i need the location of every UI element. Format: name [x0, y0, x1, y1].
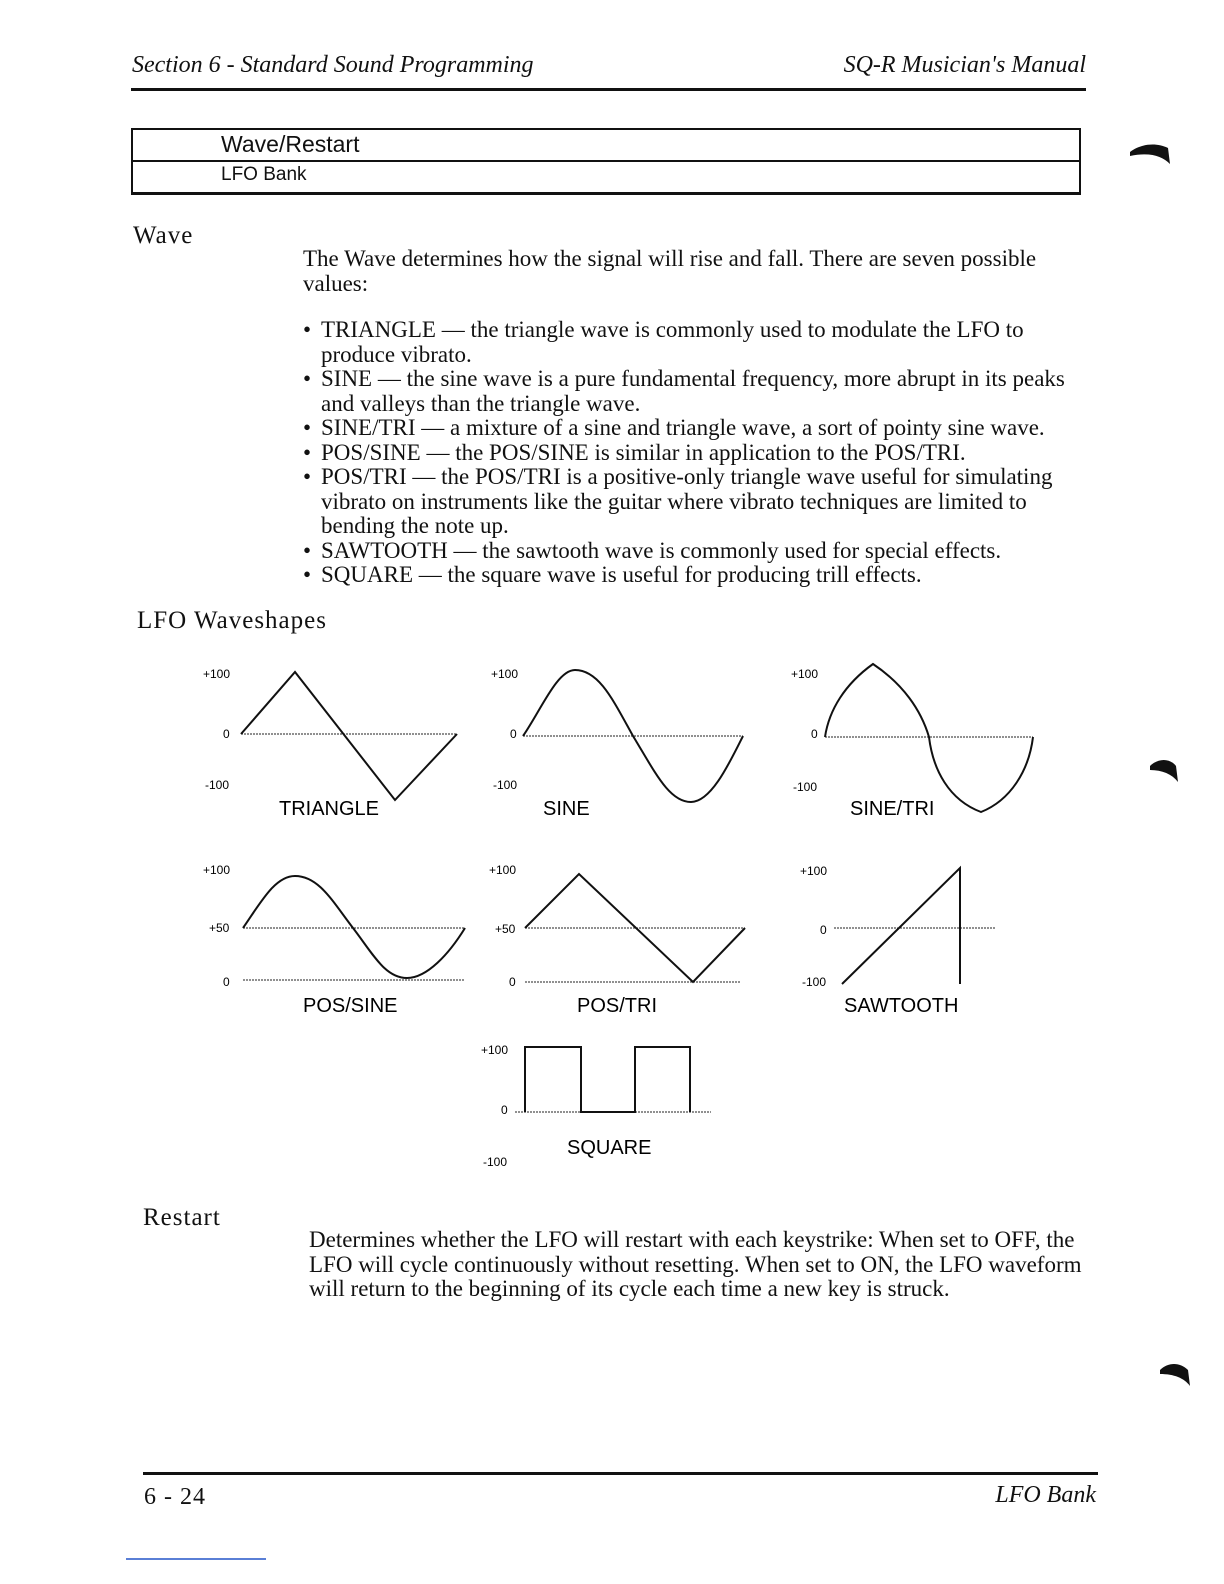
tick-label: +50	[209, 921, 230, 935]
page-number: 6 - 24	[144, 1484, 206, 1510]
list-item: • POS/TRI — the POS/TRI is a positive-only triangle wave useful for simulating vibrato on instruments like the guitar where vibrato techniques are limited to bending the note up.	[303, 465, 1088, 539]
tick-label: -100	[493, 778, 518, 792]
tick-label: +100	[489, 863, 517, 877]
waveshape-label: SINE/TRI	[850, 798, 935, 820]
tick-label: +100	[481, 1043, 509, 1057]
footer-blue-line	[126, 1558, 266, 1560]
waveshape-label: SQUARE	[567, 1137, 652, 1159]
wave-options-list	[303, 318, 1088, 588]
pos-tri-waveshape	[481, 858, 771, 1028]
tick-label: 0	[509, 975, 516, 989]
tick-label: +100	[203, 863, 231, 877]
footer-section: LFO Bank	[995, 1482, 1096, 1508]
tick-label: +100	[791, 667, 819, 681]
tick-label: -100	[205, 778, 230, 792]
waveshape-label: SAWTOOTH	[844, 995, 959, 1017]
tick-label: 0	[501, 1103, 508, 1117]
list-item: • SQUARE — the square wave is useful for producing trill effects.	[303, 563, 1088, 588]
wave-intro: The Wave determines how the signal will rise and fall. There are seven possible values:	[303, 246, 1037, 296]
tick-label: +100	[800, 864, 828, 878]
tick-label: 0	[223, 975, 230, 989]
list-item: • TRIANGLE — the triangle wave is commonly used to modulate the LFO to produce vibrato.	[303, 318, 1088, 367]
wave-heading: Wave	[133, 222, 194, 249]
running-header-manual: SQ-R Musician's Manual	[843, 52, 1086, 78]
tick-label: -100	[802, 975, 827, 989]
tick-label: 0	[811, 727, 818, 741]
tick-label: +100	[203, 667, 231, 681]
sine-tri-waveshape	[783, 660, 1063, 830]
sawtooth-waveshape	[790, 858, 1030, 1028]
tick-label: -100	[793, 780, 818, 794]
restart-heading: Restart	[143, 1204, 221, 1231]
tick-label: 0	[510, 727, 517, 741]
waveshapes-heading: LFO Waveshapes	[137, 607, 327, 634]
restart-body: Determines whether the LFO will restart with each keystrike: When set to OFF, the LFO will cycle continuously without resetting. When set to ON, the LFO waveform will return to the beginning of its cycle each time a new key is struck.	[309, 1227, 1082, 1301]
sine-tri-wave	[825, 664, 1033, 812]
parameter-bank: LFO Bank	[221, 164, 307, 185]
tick-label: 0	[223, 727, 230, 741]
parameter-title-box	[131, 128, 1081, 195]
running-header-section: Section 6 - Standard Sound Programming	[132, 52, 534, 78]
footer-rule	[143, 1472, 1098, 1475]
waveshape-label: SINE	[543, 798, 590, 820]
binder-mark	[1128, 140, 1174, 170]
tick-label: 0	[820, 923, 827, 937]
parameter-title: Wave/Restart	[221, 131, 360, 157]
tick-label: +50	[495, 922, 516, 936]
square-waveshape	[475, 1036, 715, 1176]
waveshape-label: TRIANGLE	[279, 798, 380, 820]
list-item: • POS/SINE — the POS/SINE is similar in application to the POS/TRI.	[303, 441, 1088, 466]
title-box-divider	[133, 160, 1079, 162]
square-wave	[525, 1047, 690, 1112]
sawtooth-wave	[842, 868, 960, 984]
pos-sine-wave	[243, 876, 465, 978]
header-rule	[131, 88, 1086, 91]
tick-label: -100	[483, 1155, 508, 1169]
binder-mark	[1148, 756, 1182, 786]
waveshape-label: POS/SINE	[303, 995, 398, 1017]
list-item: • SINE — the sine wave is a pure fundamental frequency, more abrupt in its peaks and valleys than the triangle wave.	[303, 367, 1088, 416]
pos-sine-waveshape	[195, 858, 485, 1028]
triangle-waveshape	[195, 660, 475, 830]
waveshape-label: POS/TRI	[577, 995, 658, 1017]
triangle-wave	[241, 672, 457, 800]
list-item: • SINE/TRI — a mixture of a sine and triangle wave, a sort of pointy sine wave.	[303, 416, 1088, 441]
list-item: • SAWTOOTH — the sawtooth wave is commonly used for special effects.	[303, 539, 1088, 564]
sine-waveshape	[483, 660, 763, 830]
binder-mark	[1158, 1360, 1194, 1390]
tick-label: +100	[491, 667, 519, 681]
